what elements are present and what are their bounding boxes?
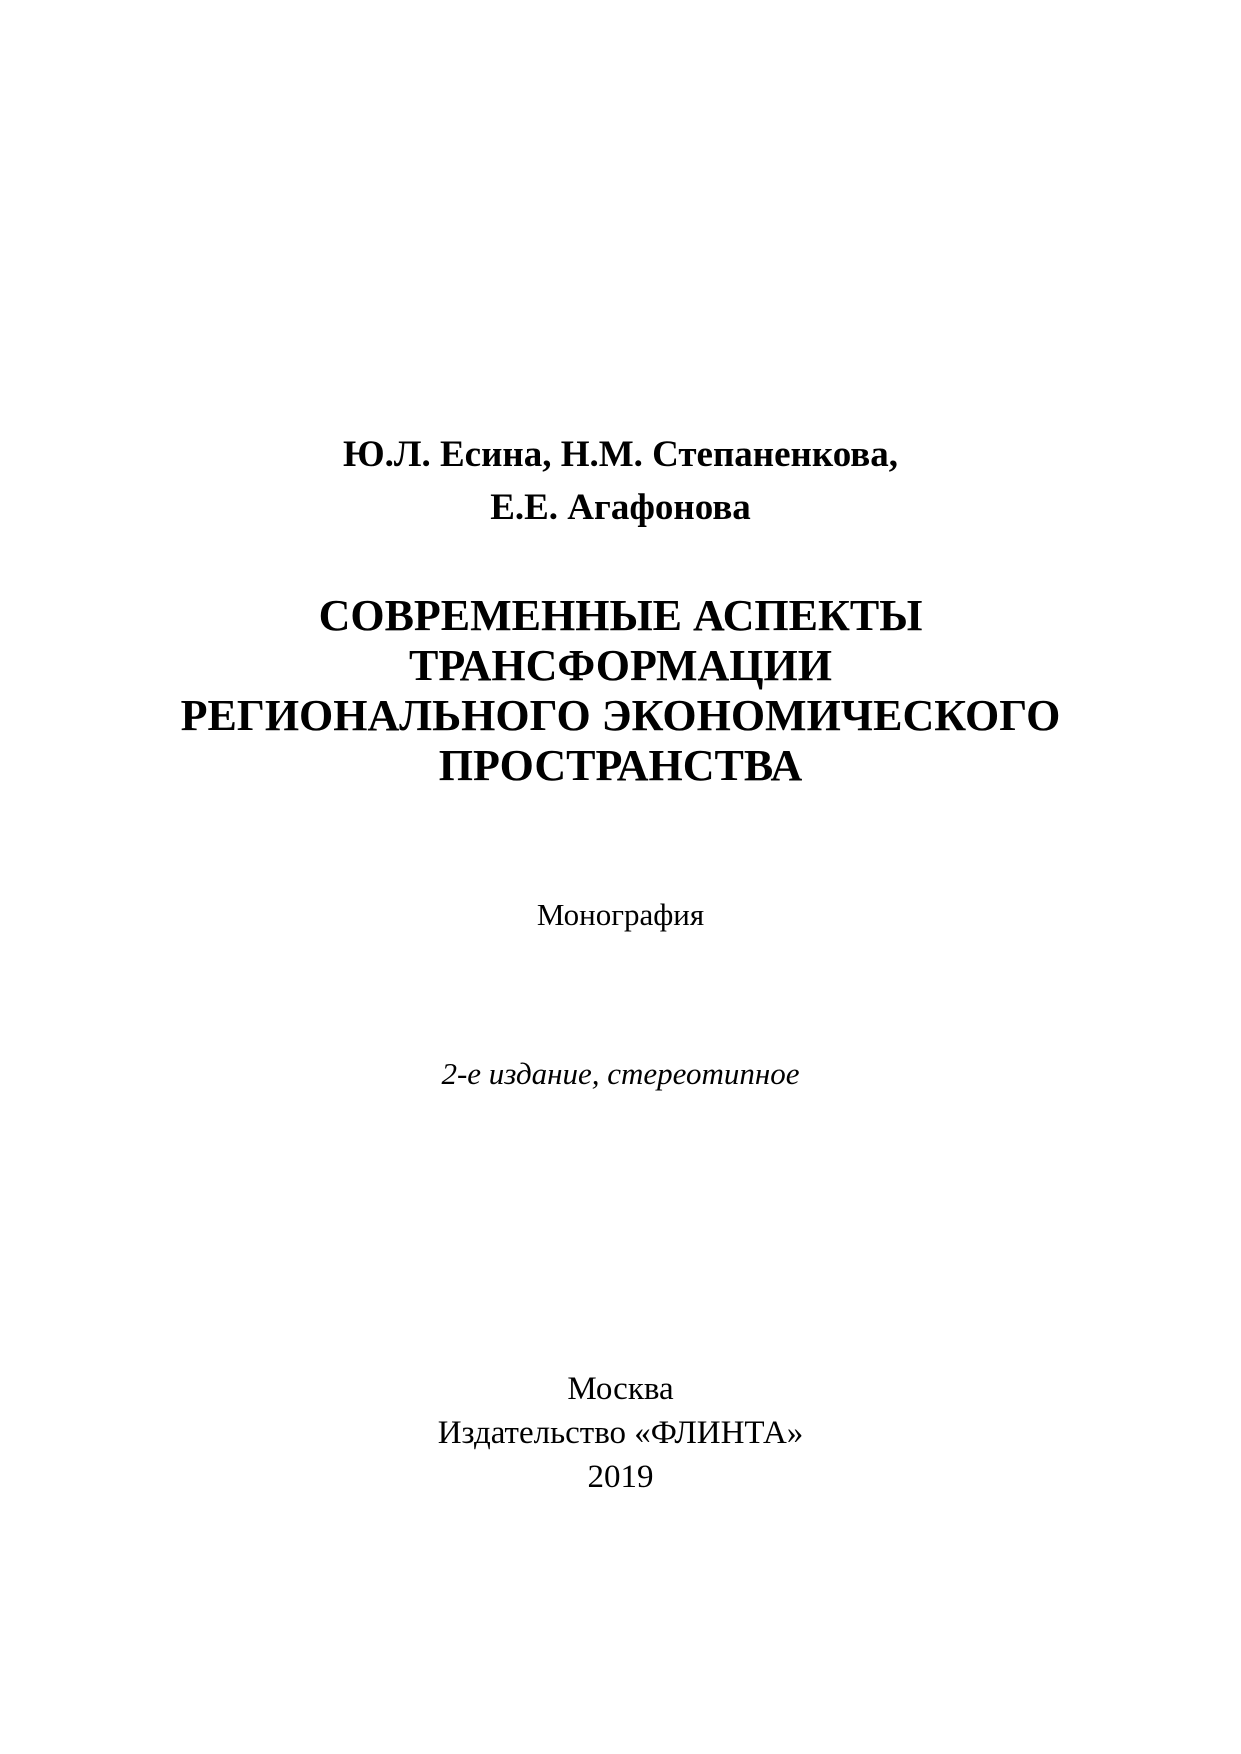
authors xyxy=(0,428,1241,534)
authors-line-1: Ю.Л. Есина, Н.М. Степаненкова, xyxy=(342,434,899,475)
authors-line-2: Е.Е. Агафонова xyxy=(490,487,751,528)
imprint-publisher: Издательство «ФЛИНТА» xyxy=(437,1415,804,1451)
genre-label: Монография xyxy=(536,897,705,932)
imprint-city: Москва xyxy=(567,1371,674,1407)
book-title xyxy=(0,591,1241,791)
imprint-year: 2019 xyxy=(587,1459,654,1495)
title-line-1: СОВРЕМЕННЫЕ АСПЕКТЫ xyxy=(318,591,923,640)
title-line-2: ТРАНСФОРМАЦИИ xyxy=(409,641,832,690)
title-line-4: ПРОСТРАНСТВА xyxy=(438,741,803,790)
imprint xyxy=(0,1367,1241,1499)
edition-label: 2-е издание, стереотипное xyxy=(441,1056,800,1091)
title-line-3: РЕГИОНАЛЬНОГО ЭКОНОМИЧЕСКОГО xyxy=(180,691,1061,740)
